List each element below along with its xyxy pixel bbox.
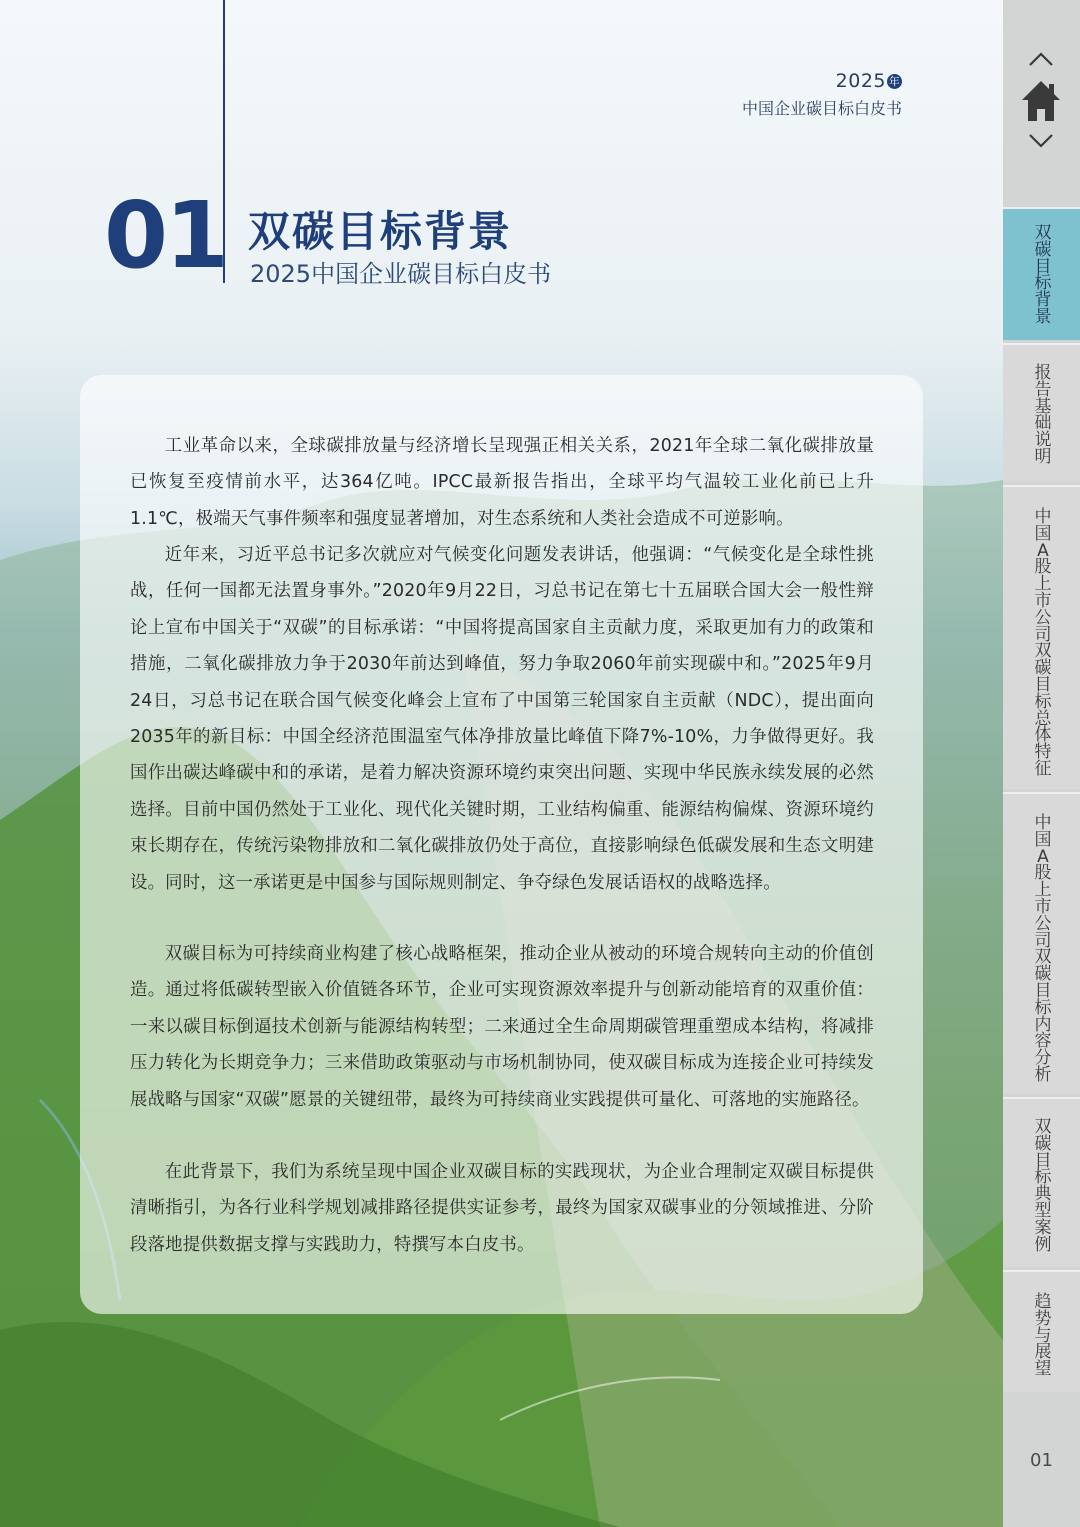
tab-content-analysis[interactable]: [1003, 792, 1080, 1094]
tab-report-basis[interactable]: [1003, 343, 1080, 482]
tab-label: 中国A股上市公司双碳目标内容分析: [1034, 813, 1052, 1085]
header-year-text: 2025: [835, 70, 886, 92]
body-paragraph: 双碳目标为可持续商业构建了核心战略框架，推动企业从被动的环境合规转向主动的价值创造。通过将低碳转型嵌入价值链各环节，企业可实现资源效率提升与创新动能培育的双重价值：一来以碳目标倒逼技术创新与能源结构转型；二来通过全生命周期碳管理重塑成本结构，将减排压力转化为长期竞争力；三来借助政策驱动与市场机制协同，使双碳目标成为连接企业可持续发展战略与国家“双碳”愿景的关键纽带，最终为可持续商业实践提供可量化、可落地的实施路径。: [130, 944, 874, 1110]
tab-label: 中国A股上市公司双碳目标总体特征: [1034, 507, 1052, 779]
header-subtitle: 中国企业碳目标白皮书: [741, 99, 902, 118]
header-year: [836, 70, 902, 92]
chapter-subtitle: 2025中国企业碳目标白皮书: [250, 260, 552, 288]
tab-label: 报告基础说明: [1034, 363, 1052, 467]
body-paragraph: 在此背景下，我们为系统呈现中国企业双碳目标的实践现状，为企业合理制定双碳目标提供清晰指引，为各行业科学规划减排路径提供实证参考，最终为国家双碳事业的分领域推进、分阶段落地提供数据支撑与实践助力，特撰写本白皮书。: [130, 1162, 874, 1255]
tab-label: 双碳目标典型案例: [1034, 1117, 1052, 1255]
tab-overall-features[interactable]: [1003, 485, 1080, 789]
chapter-title: 双碳目标背景: [248, 207, 513, 256]
tab-label: 双碳目标背景: [1034, 223, 1052, 327]
chapter-number: 01: [104, 182, 227, 289]
body-paragraph: 工业革命以来，全球碳排放量与经济增长呈现强正相关关系，2021年全球二氧化碳排放量已恢复至疫情前水平，达364亿吨。IPCC最新报告指出，全球平均气温较工业化前已上升1.1℃，极端天气事件频率和强度显著增加，对生态系统和人类社会造成不可逆影响。: [130, 436, 874, 529]
tab-dual-carbon-background[interactable]: [1003, 207, 1080, 340]
chevron-down-icon[interactable]: [1025, 130, 1057, 152]
body-paragraph: 近年来，习近平总书记多次就应对气候变化问题发表讲话，他强调：“气候变化是全球性挑战，任何一国都无法置身事外。”2020年9月22日，习总书记在第七十五届联合国大会一般性辩论上宣布中国关于“双碳”的目标承诺：“中国将提高国家自主贡献力度，采取更加有力的政策和措施，二氧化碳排放力争于2030年前达到峰值，努力争取2060年前实现碳中和。”2025年9月24日，习总书记在联合国气候变化峰会上宣布了中国第三轮国家自主贡献（NDC），提出面向2035年的新目标：中国全经济范围温室气体净排放量比峰值下降7%-10%，力争做得更好。我国作出碳达峰碳中和的承诺，是着力解决资源环境约束突出问题、实现中华民族永续发展的必然选择。目前中国仍然处于工业化、现代化关键时期，工业结构偏重、能源结构偏煤、资源环境约束长期存在，传统污染物排放和二氧化碳排放仍处于高位，直接影响绿色低碳发展和生态文明建设。同时，这一承诺更是中国参与国际规则制定、争夺绿色发展话语权的战略选择。: [130, 545, 874, 893]
home-icon[interactable]: [1020, 78, 1062, 124]
header-year-mark: 年: [888, 75, 901, 88]
tab-typical-cases[interactable]: [1003, 1097, 1080, 1267]
tab-trends-outlook[interactable]: [1003, 1270, 1080, 1392]
chevron-up-icon[interactable]: [1025, 48, 1057, 70]
tab-label: 趋势与展望: [1034, 1292, 1052, 1380]
page-number: 01: [1030, 1450, 1053, 1471]
